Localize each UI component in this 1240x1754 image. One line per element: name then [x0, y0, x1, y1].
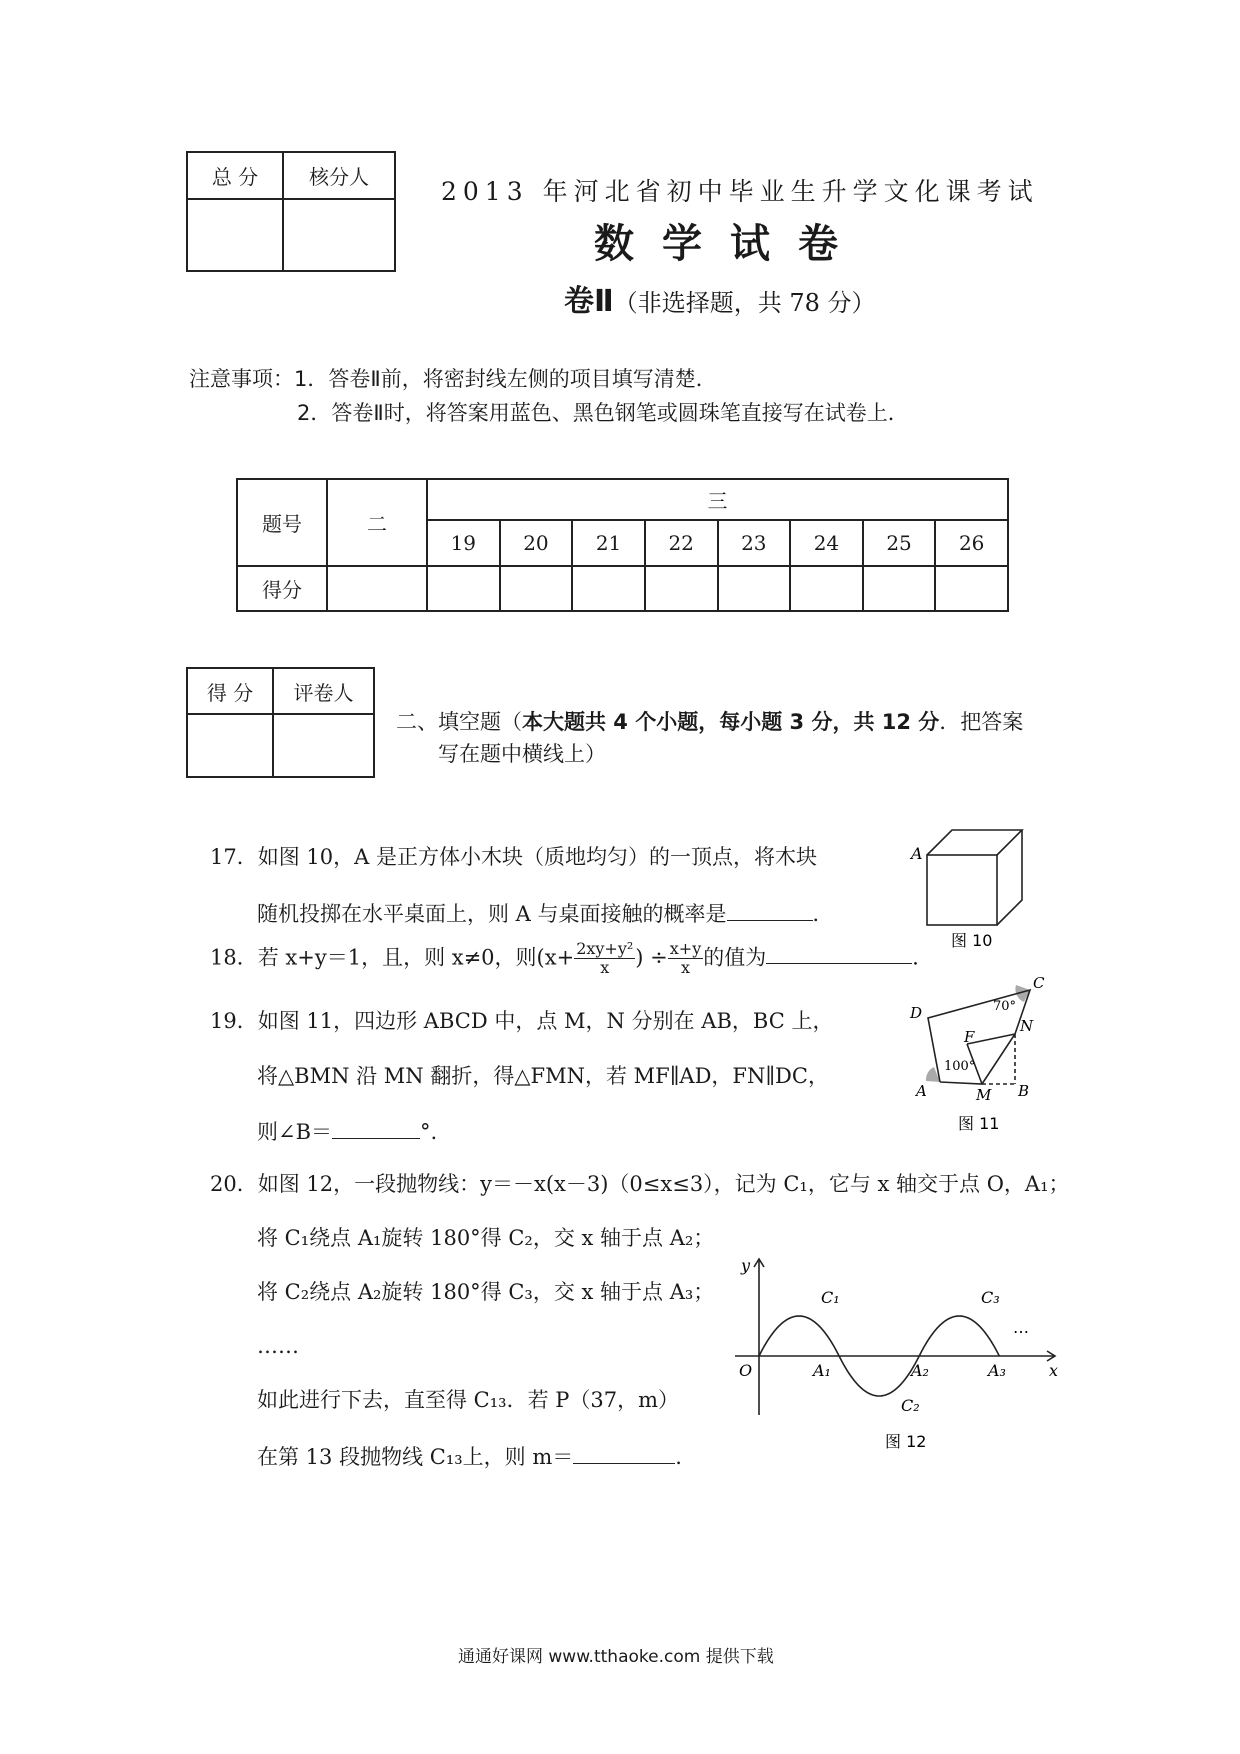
- q18-number: 18．: [210, 945, 258, 970]
- score-cell[interactable]: [863, 566, 936, 611]
- fig11-angle-c: 70°: [993, 999, 1017, 1014]
- score-cell[interactable]: [790, 566, 863, 611]
- fig12-label-x: x: [1049, 1361, 1059, 1380]
- section-heading-prefix: 二、填空题（: [396, 710, 522, 734]
- fig12-label-c3: C₃: [981, 1288, 1000, 1307]
- figure-12-parabolas: [735, 1255, 1065, 1455]
- question-number: 26: [935, 520, 1008, 566]
- q17-answer-blank[interactable]: [727, 902, 813, 921]
- q18-pre: 若 x+y＝1，且，则 x≠0，则(x+: [257, 945, 575, 970]
- section-heading-bold: 本大题共 4 个小题，每小题 3 分，共 12 分: [522, 710, 940, 734]
- score-checker-cell[interactable]: [283, 199, 395, 271]
- exam-title: 2013 年河北省初中毕业生升学文化课考试: [441, 177, 1039, 206]
- subject-title: 数学试卷: [594, 221, 866, 267]
- section-heading: [396, 706, 1023, 736]
- score-table: [236, 478, 1009, 612]
- q18-frac2-num: x+y: [669, 939, 702, 958]
- fig12-label-c1: C₁: [821, 1288, 840, 1307]
- figure-10-cube: [905, 825, 1035, 950]
- figure-11-quadrilateral: [880, 968, 1050, 1138]
- fig11-label-c: C: [1033, 974, 1045, 992]
- total-score-box: [186, 151, 396, 272]
- question-number: 24: [790, 520, 863, 566]
- fig11-label-a: A: [916, 1082, 927, 1100]
- part-label: 卷Ⅱ: [564, 284, 614, 319]
- notice: [189, 363, 717, 393]
- score-cell[interactable]: [718, 566, 791, 611]
- q18-mid: ) ÷: [635, 945, 668, 970]
- q20-text-5: 如此进行下去，直至得 C₁₃．若 P（37，m）: [257, 1388, 680, 1412]
- total-score-header: 总 分: [187, 152, 283, 199]
- grader-score-header: 得 分: [187, 668, 273, 714]
- part-note: （非选择题，共 78 分）: [613, 289, 876, 317]
- fig11-caption: 图 11: [958, 1114, 1000, 1133]
- total-score-cell[interactable]: [187, 199, 283, 271]
- q18-fraction-1: [574, 940, 635, 978]
- fig11-label-n: N: [1020, 1017, 1034, 1035]
- q18-end: ．: [912, 945, 934, 970]
- q19-text-3: 则∠B＝: [257, 1120, 333, 1144]
- q19-end: °.: [420, 1120, 438, 1144]
- q20-line6: [257, 1445, 682, 1468]
- score-cell[interactable]: [327, 566, 427, 611]
- section-heading-line2: 写在题中横线上）: [438, 742, 606, 766]
- fig11-label-b: B: [1018, 1082, 1030, 1100]
- cube-side-face: [997, 830, 1022, 925]
- fig11-angle-a: 100°: [944, 1059, 976, 1074]
- q17-text-1: 如图 10，A 是正方体小木块（质地均匀）的一顶点，将木块: [257, 845, 817, 869]
- q19-line1: [210, 1011, 833, 1032]
- score-cell[interactable]: [500, 566, 573, 611]
- fig12-caption: 图 12: [885, 1432, 927, 1451]
- question-number: 25: [863, 520, 936, 566]
- fig11-label-m: M: [976, 1086, 992, 1104]
- question-number: 21: [572, 520, 645, 566]
- q18-post: 的值为: [703, 945, 767, 970]
- fig12-label-a1: A₁: [813, 1361, 831, 1380]
- score-checker-header: 核分人: [283, 152, 395, 199]
- curve-c2: [839, 1356, 919, 1396]
- grader-box: [186, 667, 375, 778]
- section-three-label: 三: [427, 479, 1008, 520]
- q19-answer-blank[interactable]: [332, 1120, 420, 1139]
- q17-end: ．: [812, 902, 834, 926]
- q18-frac1-num: 2xy+y²: [576, 939, 634, 958]
- fig12-label-o: O: [739, 1361, 753, 1380]
- score-cell[interactable]: [645, 566, 718, 611]
- q19-number: 19．: [210, 1009, 258, 1033]
- score-label: 得分: [237, 566, 327, 611]
- question-number: 23: [718, 520, 791, 566]
- q18-frac2-den: x: [680, 958, 691, 978]
- score-cell[interactable]: [572, 566, 645, 611]
- question-number: 19: [427, 520, 500, 566]
- q20-answer-blank[interactable]: [573, 1445, 675, 1464]
- score-cell[interactable]: [935, 566, 1008, 611]
- q18-answer-blank[interactable]: [766, 945, 912, 964]
- grader-name-cell[interactable]: [273, 714, 374, 777]
- fig11-label-d: D: [910, 1004, 923, 1022]
- q17-text-2: 随机投掷在水平桌面上，则 A 与桌面接触的概率是: [257, 902, 727, 926]
- q20-text-4: ……: [257, 1334, 299, 1358]
- fig12-label-c2: C₂: [901, 1396, 920, 1415]
- section-heading-suffix: ．把答案: [939, 710, 1024, 734]
- notice-item-1: 1．答卷Ⅱ前，将密封线左侧的项目填写清楚．: [294, 367, 717, 391]
- q17-number: 17．: [210, 845, 258, 869]
- q18-frac1-den: x: [600, 958, 610, 978]
- fig10-caption: 图 10: [951, 931, 993, 950]
- q20-text-3: 将 C₂绕点 A₂旋转 180°得 C₃，交 x 轴于点 A₃；: [257, 1280, 715, 1304]
- fig12-label-y: y: [741, 1256, 751, 1275]
- q19-line3: [257, 1120, 437, 1143]
- q20-text-1: 如图 12，一段抛物线：y＝－x(x－3)（0≤x≤3），记为 C₁，它与 x 轴交于点 O，A₁；: [257, 1172, 1070, 1196]
- grader-score-cell[interactable]: [187, 714, 273, 777]
- section-two-label: 二: [327, 479, 427, 566]
- notice-label: 注意事项：: [189, 367, 294, 391]
- fig12-ellipsis: …: [1013, 1318, 1029, 1337]
- q18-line: [210, 940, 933, 978]
- part-title: [564, 276, 876, 320]
- score-cell[interactable]: [427, 566, 500, 611]
- q20-number: 20．: [210, 1172, 258, 1196]
- cube-top-face: [927, 830, 1022, 855]
- q19-text-2: 将△BMN 沿 MN 翻折，得△FMN，若 MF∥AD，FN∥DC，: [257, 1064, 829, 1088]
- curve-c1: [759, 1316, 839, 1356]
- fig10-label-a: A: [911, 844, 923, 863]
- question-number: 22: [645, 520, 718, 566]
- question-number-label: 题号: [237, 479, 327, 566]
- q20-text-2: 将 C₁绕点 A₁旋转 180°得 C₂，交 x 轴于点 A₂；: [257, 1226, 715, 1250]
- fig12-label-a2: A₂: [911, 1361, 929, 1380]
- question-number: 20: [500, 520, 573, 566]
- q17-line2: [257, 902, 834, 925]
- curve-c3: [919, 1316, 999, 1356]
- fig11-label-f: F: [964, 1028, 975, 1046]
- fig12-label-a3: A₃: [988, 1361, 1006, 1380]
- q20-end: .: [675, 1445, 682, 1469]
- q19-text-1: 如图 11，四边形 ABCD 中，点 M，N 分别在 AB，BC 上，: [257, 1009, 834, 1033]
- cube-front-face: [927, 855, 997, 925]
- notice-item-2: 2．答卷Ⅱ时，将答案用蓝色、黑色钢笔或圆珠笔直接写在试卷上．: [297, 401, 909, 425]
- q17-line1: [210, 847, 817, 868]
- footer-source: 通通好课网 www.tthaoke.com 提供下载: [458, 1647, 774, 1667]
- q20-text-6: 在第 13 段抛物线 C₁₃上，则 m＝: [257, 1445, 574, 1469]
- q18-fraction-2: [668, 940, 703, 978]
- grader-name-header: 评卷人: [273, 668, 374, 714]
- q20-line1: [210, 1174, 1070, 1195]
